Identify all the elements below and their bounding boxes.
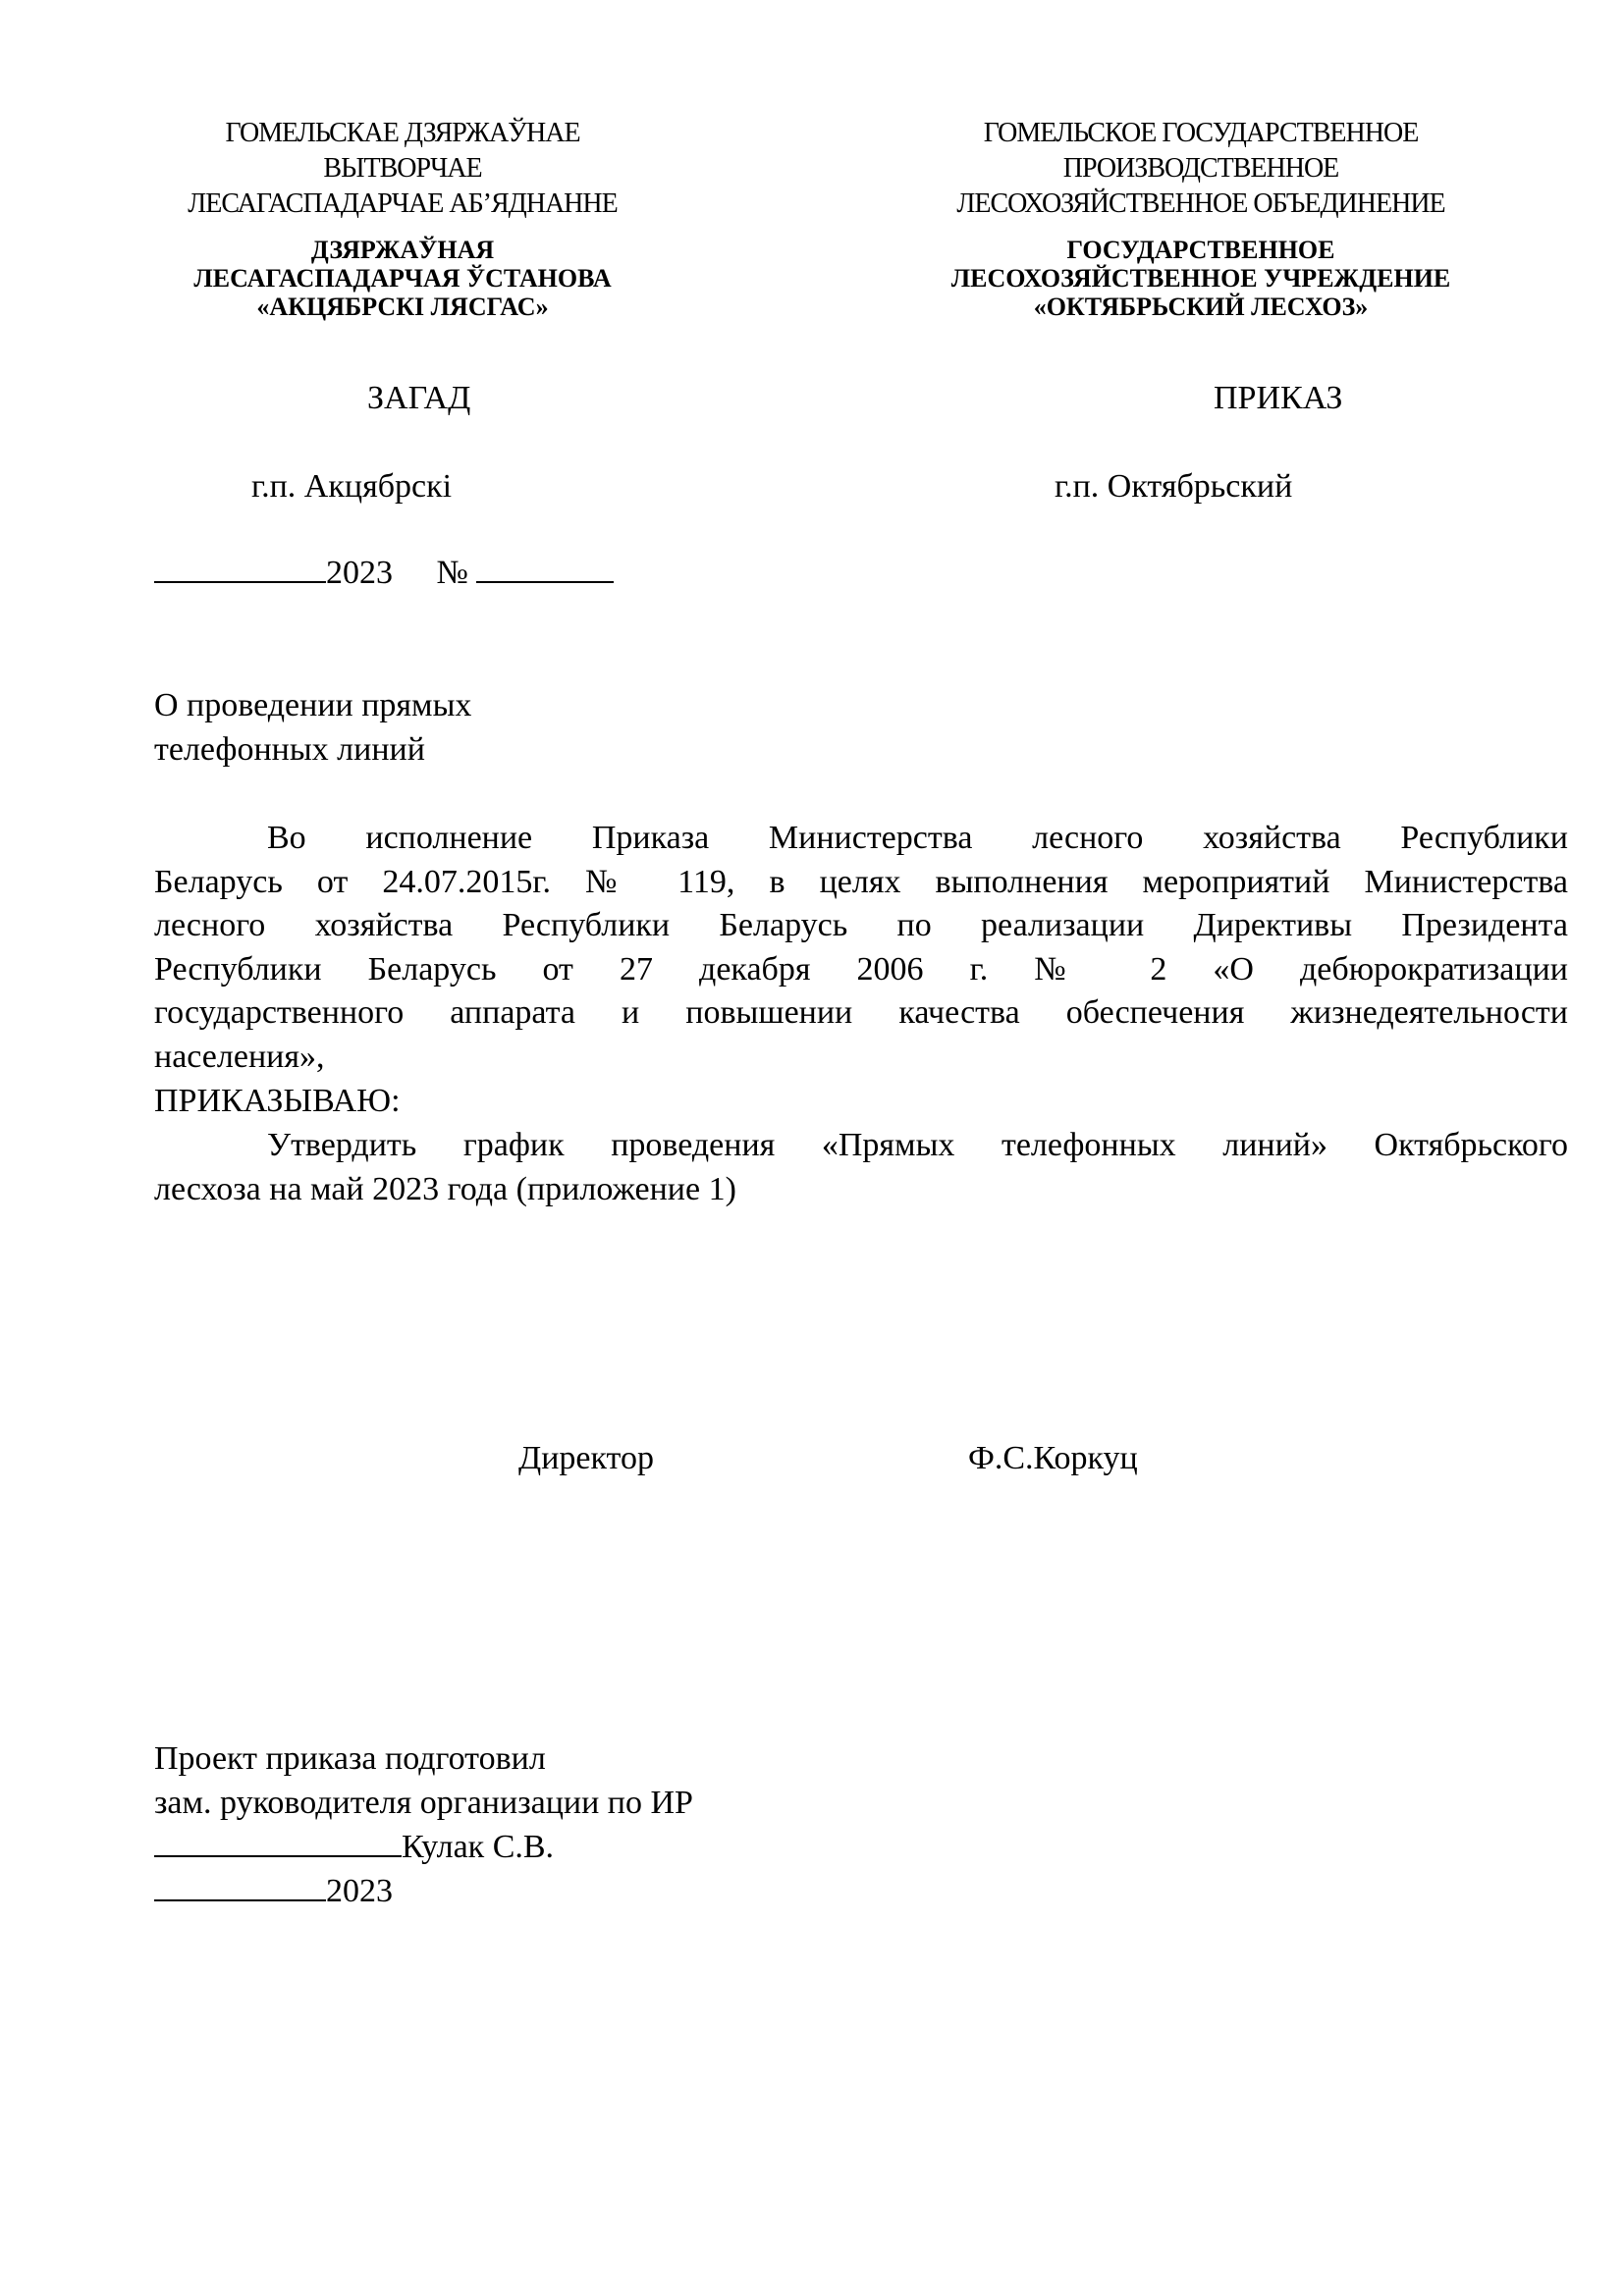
header-right-bold-3: «ОКТЯБРЬСКИЙ ЛЕСХОЗ» xyxy=(1033,293,1369,321)
prepared-signature-line xyxy=(154,1826,554,1869)
prepared-line-1: Проект приказа подготовил xyxy=(154,1740,546,1777)
body-paragraph-1 xyxy=(154,817,1568,1079)
prepared-name: Кулак С.В. xyxy=(402,1829,555,1865)
signature-title: Директор xyxy=(518,1440,654,1476)
body-p1-row: Республики Беларусь от 27 декабря 2006 г. № 2 «О дебюрократизации xyxy=(154,950,1568,988)
body-p2-row: Утвердить график проведения «Прямых телефонных линий» Октябрьского xyxy=(267,1127,1568,1163)
date-number-line xyxy=(154,552,614,595)
header-right-bold-2: ЛЕСОХОЗЯЙСТВЕННОЕ УЧРЕЖДЕНИЕ xyxy=(950,264,1451,293)
subject-line-1: О проведении прямых xyxy=(154,687,472,723)
header-right-bold-1: ГОСУДАРСТВЕННОЕ xyxy=(1066,236,1335,264)
place-russian: г.п. Октябрьский xyxy=(1055,468,1293,505)
header-right-line-1: ГОМЕЛЬСКОЕ ГОСУДАРСТВЕННОЕ xyxy=(983,118,1419,148)
body-p2-row: лесхоза на май 2023 года (приложение 1) xyxy=(154,1170,736,1207)
body-p1-row: Во исполнение Приказа Министерства лесного хозяйства Республики xyxy=(267,820,1568,856)
date-year: 2023 xyxy=(326,555,393,591)
prepared-date-blank xyxy=(154,1872,326,1901)
signature-blank xyxy=(154,1828,402,1857)
header-left-bold-1: ДЗЯРЖАЎНАЯ xyxy=(310,236,495,264)
body-p1-row: Беларусь от 24.07.2015г. № 119, в целях выполнения мероприятий Министерства xyxy=(154,863,1568,900)
number-sign: № xyxy=(436,555,468,591)
signature-name: Ф.С.Коркуц xyxy=(968,1440,1138,1476)
prepared-date-line xyxy=(154,1870,393,1913)
date-blank xyxy=(154,554,326,583)
header-left-line-1: ГОМЕЛЬСКАЕ ДЗЯРЖАЎНАЕ xyxy=(225,118,580,148)
header-left xyxy=(147,116,658,321)
body-p1-row: государственного аппарата и повышении качества обеспечения жизнедеятельности xyxy=(154,994,1568,1031)
place-belarusian: г.п. Акцябрскі xyxy=(251,468,453,505)
body-p1-row: лесного хозяйства Республики Беларусь по реализации Директивы Президента xyxy=(154,907,1568,943)
header-left-bold-3: «АКЦЯБРСКІ ЛЯСГАС» xyxy=(256,293,549,321)
header-right-line-3: ЛЕСОХОЗЯЙСТВЕННОЕ ОБЪЕДИНЕНИЕ xyxy=(956,188,1445,219)
subject-line-2: телефонных линий xyxy=(154,731,425,768)
body-p1-row: населения», xyxy=(154,1038,325,1075)
header-left-line-3: ЛЕСАГАСПАДАРЧАЕ АБ’ЯДНАННЕ xyxy=(188,188,618,219)
header-right xyxy=(901,116,1500,321)
number-blank xyxy=(476,554,614,583)
order-word: ПРИКАЗЫВАЮ: xyxy=(154,1083,401,1119)
doc-type-russian: ПРИКАЗ xyxy=(1214,380,1343,416)
doc-type-belarusian: ЗАГАД xyxy=(367,380,471,416)
header-left-line-2: ВЫТВОРЧАЕ xyxy=(323,153,482,184)
body-paragraph-2 xyxy=(154,1124,1568,1211)
prepared-year: 2023 xyxy=(326,1873,393,1909)
header-right-line-2: ПРОИЗВОДСТВЕННОЕ xyxy=(1062,153,1339,184)
header-left-bold-2: ЛЕСАГАСПАДАРЧАЯ ЎСТАНОВА xyxy=(193,264,612,293)
prepared-line-2: зам. руководителя организации по ИР xyxy=(154,1785,693,1821)
